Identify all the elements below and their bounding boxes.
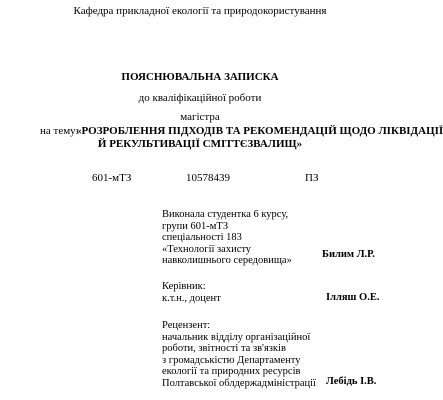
reviewer-line: роботи, звітності та зв'язків (162, 343, 286, 354)
reviewer-line: Рецензент: (162, 320, 211, 331)
degree-label: магістра (180, 111, 220, 123)
performer-line: навколишнього середовища» (162, 255, 292, 266)
document-id: 10578439 (186, 172, 230, 184)
topic-label: на тему: (40, 125, 79, 137)
supervisor-name: Ілляш О.Е. (326, 292, 380, 303)
reviewer-line: Полтавської облдержадміністрації (162, 377, 316, 389)
performer-line: «Технології захисту (162, 243, 252, 255)
department-name: Кафедра прикладної екології та природокористування (73, 5, 327, 17)
topic-title-line-1: «РОЗРОБЛЕННЯ ПІДХОДІВ ТА РЕКОМЕНДАЦІЙ ЩОДО ЛІКВІДАЦІЇ (76, 125, 443, 137)
topic-title-line-2: Й РЕКУЛЬТИВАЦІЇ СМІТТЄЗВАЛИЩ» (97, 138, 303, 150)
performer-name: Билим Л.Р. (322, 249, 375, 260)
reviewer-line: екології та природних ресурсів (162, 366, 301, 377)
performer-line: спеціальності 183 (162, 232, 242, 243)
performer-line: Виконала студентка 6 курсу, (162, 209, 289, 220)
reviewer-block (162, 320, 316, 389)
document-subtitle: до кваліфікаційної роботи (138, 92, 262, 104)
supervisor-block (162, 281, 221, 304)
reviewer-line: з громадськістю Департаменту (162, 354, 301, 366)
group-code: 601-мТЗ (92, 172, 132, 184)
reviewer-name: Лебідь І.В. (326, 376, 377, 387)
reviewer-line: начальник відділу організаційної (162, 331, 311, 343)
performer-line: групи 601-мТЗ (162, 220, 229, 232)
document-title: ПОЯСНЮВАЛЬНА ЗАПИСКА (121, 71, 279, 83)
document-type-code: ПЗ (305, 172, 319, 184)
supervisor-line: к.т.н., доцент (162, 292, 221, 304)
supervisor-line: Керівник: (162, 281, 206, 292)
performer-block (162, 209, 292, 267)
